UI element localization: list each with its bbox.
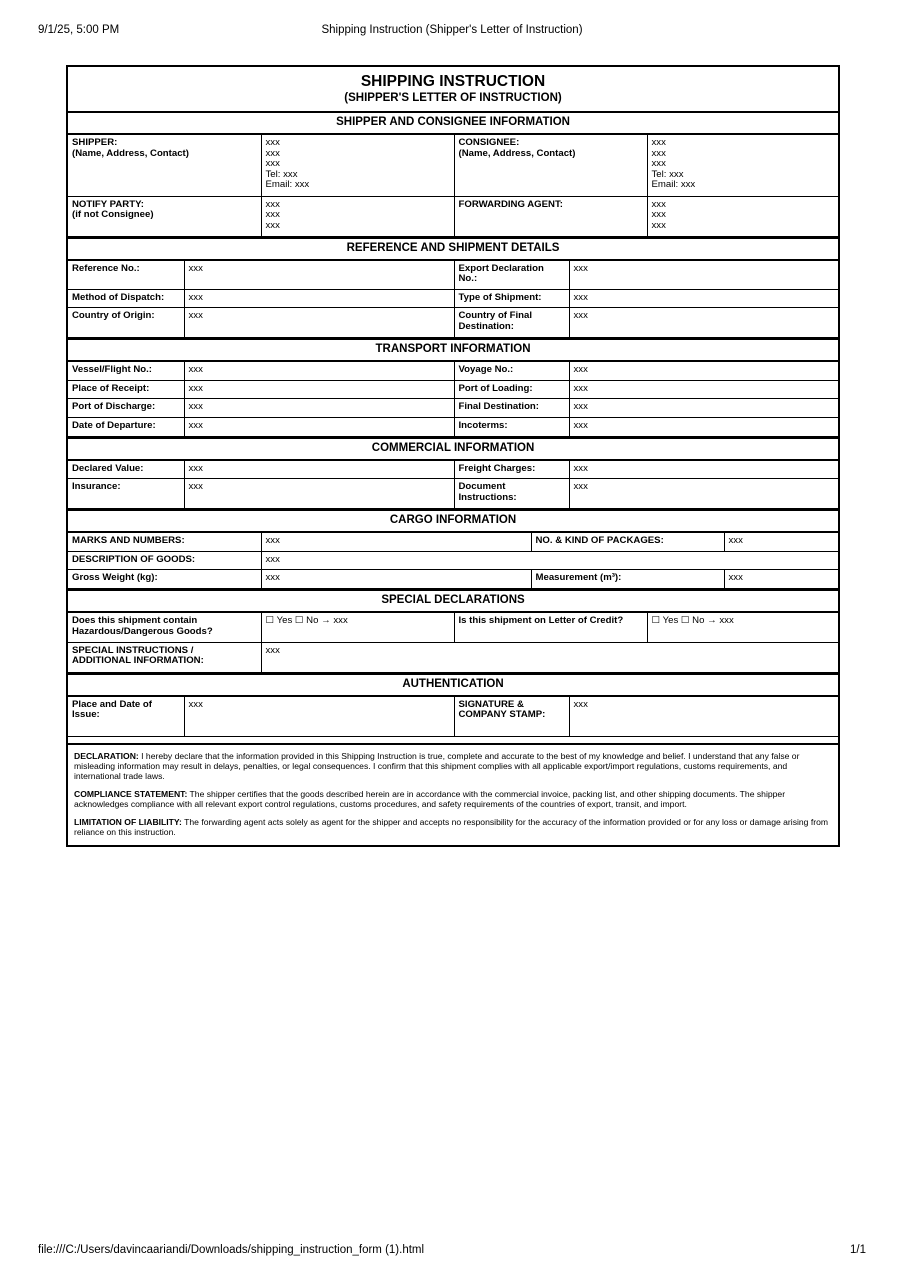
liability-label: LIMITATION OF LIABILITY:: [74, 817, 182, 828]
section-heading-cargo: CARGO INFORMATION: [68, 510, 838, 532]
method-of-dispatch-value: xxx: [184, 289, 454, 308]
cargo-section: [68, 509, 838, 589]
export-declaration-label: Export Declaration No.:: [454, 260, 569, 290]
measurement-value: xxx: [724, 570, 838, 589]
shipper-value: xxx xxx xxx Tel: xxx Email: xxx: [261, 134, 454, 196]
type-of-shipment-value: xxx: [569, 289, 838, 308]
country-of-origin-label: Country of Origin:: [68, 308, 184, 338]
form-title: SHIPPING INSTRUCTION: [360, 73, 546, 90]
transport-section: [68, 338, 838, 436]
print-file-path: file:///C:/Users/davincaariandi/Downloads/shipping_instruction_form (1).html: [38, 1244, 425, 1256]
special-instructions-value: xxx: [261, 642, 838, 672]
date-of-departure-label: Date of Departure:: [68, 418, 184, 437]
declaration-label: DECLARATION:: [74, 751, 139, 762]
port-of-discharge-value: xxx: [184, 399, 454, 418]
port-of-loading-value: xxx: [569, 380, 838, 399]
section-heading-reference: REFERENCE AND SHIPMENT DETAILS: [68, 238, 838, 260]
signature-stamp-value: xxx: [569, 696, 838, 737]
freight-charges-value: xxx: [569, 460, 838, 479]
signature-stamp-label: SIGNATURE & COMPANY STAMP:: [454, 696, 569, 737]
section-heading-transport: TRANSPORT INFORMATION: [68, 339, 838, 361]
commercial-section: [68, 437, 838, 510]
form-title-block: [68, 67, 838, 113]
declared-value-label: Declared Value:: [68, 460, 184, 479]
declaration-paragraph: [74, 751, 832, 781]
declared-value-value: xxx: [184, 460, 454, 479]
gross-weight-value: xxx: [261, 570, 531, 589]
insurance-label: Insurance:: [68, 479, 184, 509]
description-of-goods-label: DESCRIPTION OF GOODS:: [68, 551, 261, 570]
incoterms-label: Incoterms:: [454, 418, 569, 437]
hazardous-goods-value: ☐ Yes ☐ No → xxx: [261, 612, 454, 642]
shipper-consignee-section: [68, 113, 838, 237]
final-destination-label: Final Destination:: [454, 399, 569, 418]
authentication-section: [68, 673, 838, 738]
section-heading-special: SPECIAL DECLARATIONS: [68, 590, 838, 612]
type-of-shipment-label: Type of Shipment:: [454, 289, 569, 308]
shipper-label: SHIPPER: (Name, Address, Contact): [68, 134, 261, 196]
shipping-instruction-form: [66, 65, 840, 847]
marks-numbers-value: xxx: [261, 532, 531, 551]
section-heading-authentication: AUTHENTICATION: [68, 674, 838, 696]
notify-party-value: xxx xxx xxx: [261, 196, 454, 236]
insurance-value: xxx: [184, 479, 454, 509]
liability-paragraph: [74, 817, 832, 837]
final-destination-value: xxx: [569, 399, 838, 418]
reference-no-label: Reference No.:: [68, 260, 184, 290]
print-doc-title: Shipping Instruction (Shipper's Letter of Instruction): [321, 24, 583, 36]
vessel-flight-label: Vessel/Flight No.:: [68, 361, 184, 380]
place-date-issue-value: xxx: [184, 696, 454, 737]
forwarding-agent-value: xxx xxx xxx: [647, 196, 838, 236]
voyage-no-value: xxx: [569, 361, 838, 380]
export-declaration-value: xxx: [569, 260, 838, 290]
reference-section: [68, 237, 838, 339]
measurement-label: Measurement (m³):: [531, 570, 724, 589]
description-of-goods-value: xxx: [261, 551, 838, 570]
packages-value: xxx: [724, 532, 838, 551]
document-instructions-label: Document Instructions:: [454, 479, 569, 509]
marks-numbers-label: MARKS AND NUMBERS:: [68, 532, 261, 551]
compliance-paragraph: [74, 789, 832, 809]
section-heading-shipper-consignee: SHIPPER AND CONSIGNEE INFORMATION: [68, 113, 838, 134]
section-heading-commercial: COMMERCIAL INFORMATION: [68, 438, 838, 460]
incoterms-value: xxx: [569, 418, 838, 437]
notify-party-label: NOTIFY PARTY: (if not Consignee): [68, 196, 261, 236]
print-datetime: 9/1/25, 5:00 PM: [38, 24, 120, 36]
form-subtitle: (SHIPPER'S LETTER OF INSTRUCTION): [344, 92, 562, 104]
letter-of-credit-label: Is this shipment on Letter of Credit?: [454, 612, 647, 642]
forwarding-agent-label: FORWARDING AGENT:: [454, 196, 647, 236]
gross-weight-label: Gross Weight (kg):: [68, 570, 261, 589]
document-instructions-value: xxx: [569, 479, 838, 509]
declaration-text: I hereby declare that the information provided in this Shipping Instruction is true, complete and accurate to the best of my knowledge and belief. I understand that any false or misleading information may result in delays, penalties, or legal consequences. I confirm that this shipment complies with all applicable export/import regulations, customs requirements, and international trade laws.: [74, 751, 800, 782]
hazardous-goods-label: Does this shipment contain Hazardous/Dangerous Goods?: [68, 612, 261, 642]
country-of-final-destination-label: Country of Final Destination:: [454, 308, 569, 338]
country-of-final-destination-value: xxx: [569, 308, 838, 338]
vessel-flight-value: xxx: [184, 361, 454, 380]
liability-text: The forwarding agent acts solely as agent for the shipper and accepts no responsibility for the accuracy of the information provided or for any loss or damage arising from reliance on this instruction.: [74, 817, 829, 838]
special-instructions-label: SPECIAL INSTRUCTIONS / ADDITIONAL INFORMATION:: [68, 642, 261, 672]
freight-charges-label: Freight Charges:: [454, 460, 569, 479]
print-header: [38, 24, 866, 38]
legal-statements: [68, 743, 838, 845]
port-of-loading-label: Port of Loading:: [454, 380, 569, 399]
place-date-issue-label: Place and Date of Issue:: [68, 696, 184, 737]
consignee-label: CONSIGNEE: (Name, Address, Contact): [454, 134, 647, 196]
port-of-discharge-label: Port of Discharge:: [68, 399, 184, 418]
packages-label: NO. & KIND OF PACKAGES:: [531, 532, 724, 551]
consignee-value: xxx xxx xxx Tel: xxx Email: xxx: [647, 134, 838, 196]
date-of-departure-value: xxx: [184, 418, 454, 437]
country-of-origin-value: xxx: [184, 308, 454, 338]
compliance-text: The shipper certifies that the goods described herein are in accordance with the commercial invoice, packing list, and other shipping documents. The shipper acknowledges compliance with all relevant export control regulations, customs procedures, and safety requirements of the countries of export, transit, and import.: [74, 789, 786, 810]
compliance-label: COMPLIANCE STATEMENT:: [74, 789, 188, 800]
reference-no-value: xxx: [184, 260, 454, 290]
voyage-no-label: Voyage No.:: [454, 361, 569, 380]
print-page-number: 1/1: [850, 1244, 866, 1256]
special-declarations-section: [68, 589, 838, 673]
letter-of-credit-value: ☐ Yes ☐ No → xxx: [647, 612, 838, 642]
place-of-receipt-label: Place of Receipt:: [68, 380, 184, 399]
place-of-receipt-value: xxx: [184, 380, 454, 399]
method-of-dispatch-label: Method of Dispatch:: [68, 289, 184, 308]
